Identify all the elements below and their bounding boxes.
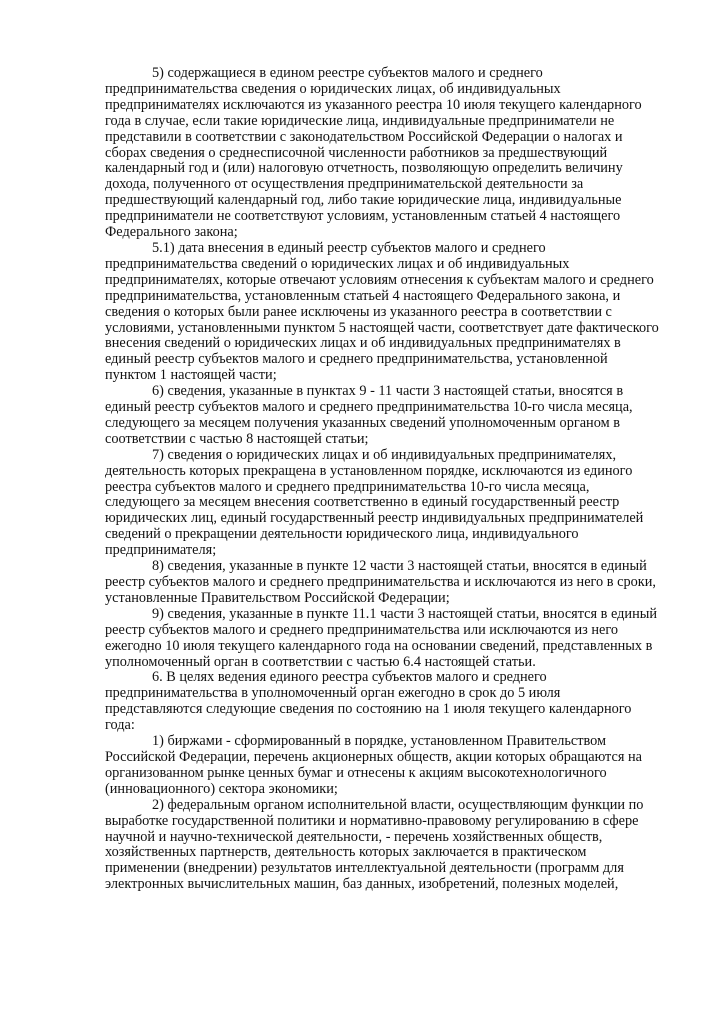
text-line: выработке государственной политики и нормативно-правовому регулированию в сфере — [105, 812, 639, 829]
paragraph-p8 — [105, 558, 656, 607]
paragraph-part6-1 — [105, 733, 642, 798]
text-line: дохода, полученного от осуществления предпринимательской деятельности за — [105, 176, 584, 193]
text-line: представили в соответствии с законодательством Российской Федерации о налогах и — [105, 128, 623, 145]
text-line: установленные Правительством Российской Федерации; — [105, 589, 450, 606]
text-line: научной и научно-технической деятельности, - перечень хозяйственных обществ, — [105, 828, 603, 845]
text-line: года в случае, если такие юридические лица, индивидуальные предприниматели не — [105, 112, 615, 129]
text-line: 8) сведения, указанные в пункте 12 части 3 настоящей статьи, вносятся в единый — [152, 558, 647, 575]
paragraph-p9 — [105, 605, 657, 671]
text-line: календарный год и (или) налоговую отчетность, позволяющую определить величину — [105, 160, 623, 177]
text-line: реестра субъектов малого и среднего предпринимательства 10-го числа месяца, — [105, 478, 590, 495]
text-line: представляются следующие сведения по состоянию на 1 июля текущего календарного — [105, 701, 632, 718]
text-line: сведения о которых были ранее исключены из указанного реестра в соответствии с — [105, 303, 612, 320]
text-line: предпринимательства сведений о юридических лицах и об индивидуальных — [105, 255, 570, 272]
text-line: следующего за месяцем внесения соответственно в единый государственный реестр — [105, 494, 620, 511]
text-line: предпринимательства, установленным статьей 4 настоящего Федерального закона, и — [105, 287, 621, 304]
text-line: условиями, установленными пунктом 5 настоящей части, соответствует дате фактического — [105, 319, 659, 336]
text-line: уполномоченный орган в соответствии с частью 6.4 настоящей статьи. — [105, 653, 536, 670]
paragraph-p7 — [105, 446, 644, 559]
text-line: единый реестр субъектов малого и среднего предпринимательства 10-го числа месяца, — [105, 399, 633, 416]
paragraph-p6 — [105, 384, 633, 448]
text-line: 2) федеральным органом исполнительной власти, осуществляющим функции по — [152, 796, 644, 813]
text-line: (инновационного) сектора экономики; — [105, 780, 338, 797]
text-line: сборах сведения о среднесписочной численности работников за предшествующий — [105, 144, 608, 161]
paragraph-part6-2 — [105, 796, 644, 893]
paragraph-p5 — [105, 65, 642, 241]
text-line: предшествующий календарный год, либо такие юридические лица, индивидуальные — [105, 192, 622, 209]
text-line: юридических лиц, единый государственный реестр индивидуальных предпринимателей — [105, 510, 644, 527]
paragraph-part6 — [105, 670, 633, 734]
text-line: организованном рынке ценных бумаг и отнесены к акциям высокотехнологичного — [105, 764, 607, 781]
text-line: Федерального закона; — [105, 224, 238, 241]
text-line: соответствии с частью 8 настоящей статьи; — [105, 430, 369, 447]
text-line: предпринимательства сведения о юридических лицах, об индивидуальных — [105, 80, 561, 97]
text-line: 5.1) дата внесения в единый реестр субъектов малого и среднего — [152, 239, 546, 256]
text-line: хозяйственных партнерств, деятельность которых заключается в практическом — [105, 844, 587, 861]
text-line: года: — [105, 717, 135, 734]
text-line: пунктом 1 настоящей части; — [105, 367, 277, 384]
text-line: 1) биржами - сформированный в порядке, установленном Правительством — [152, 733, 607, 750]
text-line: 9) сведения, указанные в пункте 11.1 части 3 настоящей статьи, вносятся в единый — [152, 605, 657, 622]
text-line: 7) сведения о юридических лицах и об индивидуальных предпринимателях, — [152, 446, 617, 463]
text-line: единый реестр субъектов малого и среднего предпринимательства, установленной — [105, 351, 608, 368]
text-line: сведений о прекращении деятельности юридического лица, индивидуального — [105, 526, 579, 543]
text-line: следующего за месяцем получения указанных сведений уполномоченным органом в — [105, 414, 620, 431]
text-line: 5) содержащиеся в едином реестре субъектов малого и среднего — [152, 65, 543, 81]
text-line: предпринимательства в уполномоченный орган ежегодно в срок до 5 июля — [105, 685, 561, 702]
text-line: 6) сведения, указанные в пунктах 9 - 11 части 3 настоящей статьи, вносятся в — [152, 383, 624, 400]
text-line: Российской Федерации, перечень акционерных обществ, акции которых обращаются на — [105, 748, 642, 765]
text-line: предпринимателя; — [105, 542, 217, 559]
text-line: предпринимателях, которые отвечают условиям отнесения к субъектам малого и среднего — [105, 271, 654, 288]
text-line: предпринимателях исключаются из указанного реестра 10 июля текущего календарного — [105, 96, 642, 113]
text-line: 6. В целях ведения единого реестра субъектов малого и среднего — [152, 669, 547, 686]
text-line: реестр субъектов малого и среднего предпринимательства или исключаются из него — [105, 621, 618, 638]
text-line: ежегодно 10 июля текущего календарного года на основании сведений, представленных в — [105, 637, 653, 654]
text-line: электронных вычислительных машин, баз данных, изобретений, полезных моделей, — [105, 876, 619, 893]
text-line: предприниматели не соответствуют условиям, установленным статьей 4 настоящего — [105, 208, 621, 225]
paragraph-p5-1 — [105, 239, 659, 384]
text-line: реестр субъектов малого и среднего предпринимательства и исключаются из него в сроки, — [105, 574, 656, 590]
text-line: внесения сведений о юридических лицах и об индивидуальных предпринимателях в — [105, 335, 621, 352]
text-line: деятельность которых прекращена в установленном порядке, исключаются из единого — [105, 462, 633, 479]
document-text — [105, 65, 659, 893]
text-line: применении (внедрении) результатов интеллектуальной деятельности (программ для — [105, 860, 624, 877]
